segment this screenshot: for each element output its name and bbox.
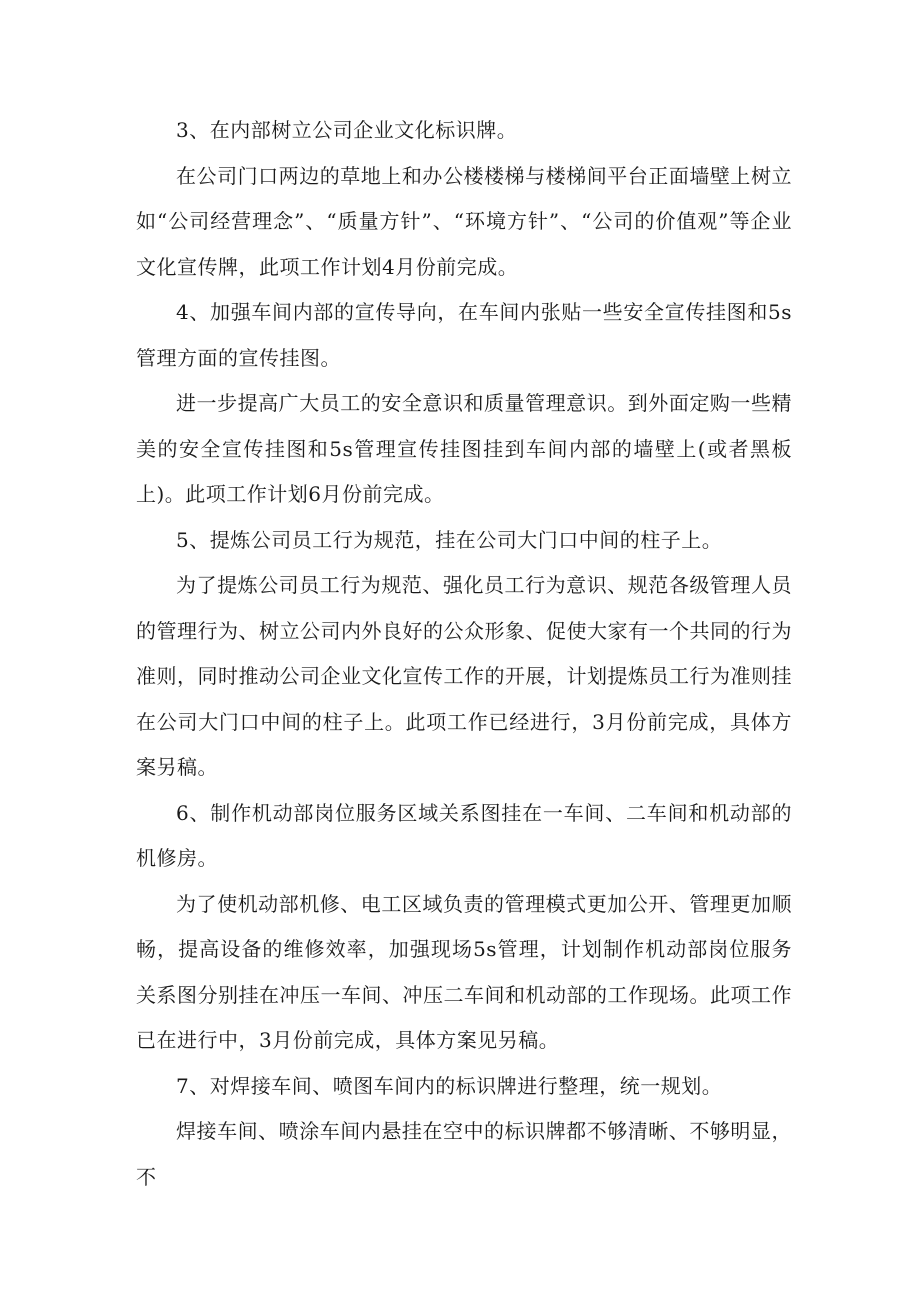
paragraph-item-4-heading: 4、加强车间内部的宣传导向，在车间内张贴一些安全宣传挂图和5s管理方面的宣传挂图。 [136,300,792,370]
paragraph-item-5-heading: 5、提炼公司员工行为规范，挂在公司大门口中间的柱子上。 [176,527,723,552]
paragraph-safety-posters: 进一步提高广大员工的安全意识和质量管理意识。到外面定购一些精美的安全宣传挂图和5s管理宣传挂图挂到车间内部的墙壁上(或者黑板上)。此项工作计划6月份前完成。 [136,391,792,506]
paragraph-service-map: 为了使机动部机修、电工区域负责的管理模式更加公开、管理更加顺畅，提高设备的维修效率，加强现场5s管理，计划制作机动部岗位服务关系图分别挂在冲压一车间、冲压二车间和机动部的工作现场。此项工作已在进行中，3月份前完成，具体方案见另稿。 [136,891,792,1052]
paragraph-culture-signs: 在公司门口两边的草地上和办公楼楼梯与楼梯间平台正面墙壁上树立如“公司经营理念”、“质量方针”、“环境方针”、“公司的价值观”等企业文化宣传牌，此项工作计划4月份前完成。 [136,163,792,279]
paragraph-signage: 焊接车间、喷涂车间内悬挂在空中的标识牌都不够清晰、不够明显，不 [136,1119,792,1189]
paragraph-item-3-heading: 3、在内部树立公司企业文化标识牌。 [176,118,518,142]
paragraph-code-of-conduct: 为了提炼公司员工行为规范、强化员工行为意识、规范各级管理人员的管理行为、树立公司内外良好的公众形象、促使大家有一个共同的行为准则，同时推动公司企业文化宣传工作的开展，计划提炼员工行为准则挂在公司大门口中间的柱子上。此项工作已经进行，3月份前完成，具体方案另稿。 [136,573,792,779]
body-text [136,108,792,1200]
paragraph-item-7-heading: 7、对焊接车间、喷图车间内的标识牌进行整理，统一规划。 [176,1073,723,1098]
paragraph-item-6-heading: 6、制作机动部岗位服务区域关系图挂在一车间、二车间和机动部的机修房。 [136,800,792,870]
